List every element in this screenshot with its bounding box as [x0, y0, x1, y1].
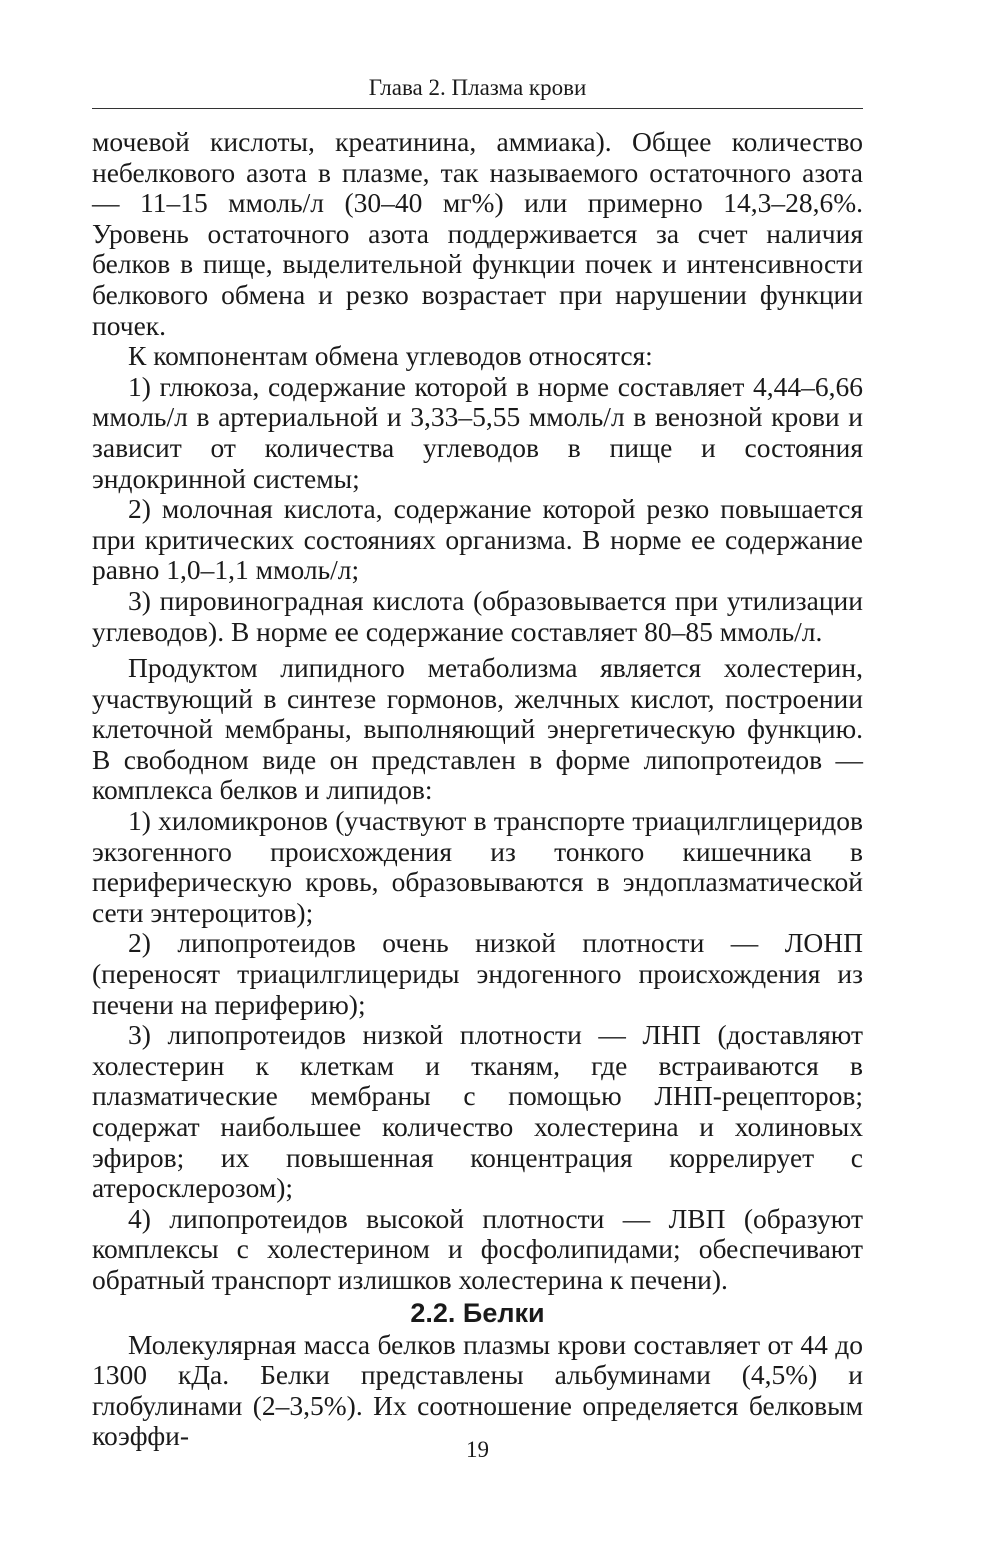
list-item-vldl: 2) липопротеидов очень низкой плотности — ЛОНП (переносят триацилглицериды эндогенного происхождения из печени на периферию);: [92, 927, 863, 1020]
section-heading: 2.2. Белки: [410, 1297, 545, 1328]
list-item-ldl: 3) липопротеидов низкой плотности — ЛНП (доставляют холестерин к клеткам и тканям, где встраиваются в плазматические мембраны с помощью ЛНП-рецепторов; содержат наибольшее количество холестерина и холиновых эфиров; их повышенная концентрация коррелирует с атеросклерозом);: [92, 1019, 863, 1204]
list-item-lactic-acid: 2) молочная кислота, содержание которой резко повышается при критических состояниях организма. В норме ее содержание равно 1,0–1,1 ммоль/л;: [92, 493, 863, 586]
paragraph-continuation: мочевой кислоты, креатинина, аммиака). Общее количество небелкового азота в плазме, так называемого остаточного азота — 11–15 ммоль/л (30–40 мг%) или примерно 14,3–28,6%. Уровень остаточного азота поддерживается за счет наличия белков в пище, выделительной функции почек и интенсивности белкового обмена и резко возрастает при нарушении функции почек.: [92, 126, 863, 341]
list-item-chylomicrons: 1) хиломикронов (участвуют в транспорте триацилглицеридов экзогенного происхождения из тонкого кишечника в периферическую кровь, образовываются в эндоплазматической сети энтероцитов);: [92, 805, 863, 928]
page-number: 19: [466, 1437, 489, 1462]
running-header: Глава 2. Плазма крови: [368, 75, 587, 100]
header-divider: [92, 108, 863, 109]
list-item-hdl: 4) липопротеидов высокой плотности — ЛВП (образуют комплексы с холестерином и фосфолипидами; обеспечивают обратный транспорт излишков холестерина к печени).: [92, 1202, 863, 1295]
paragraph-carbohydrates-intro: К компонентам обмена углеводов относятся:: [128, 340, 653, 372]
list-item-pyruvic-acid: 3) пировиноградная кислота (образовывается при утилизации углеводов). В норме ее содержание составляет 80–85 ммоль/л.: [92, 584, 863, 647]
body-text: [92, 127, 863, 1452]
paragraph-lipid-metabolism: Продуктом липидного метаболизма является холестерин, участвующий в синтезе гормонов, желчных кислот, построении клеточной мембраны, выполняющий энергетическую функцию. В свободном виде он представлен в форме липопротеидов — комплекса белков и липидов:: [92, 652, 863, 806]
paragraph-proteins: Молекулярная масса белков плазмы крови составляет от 44 до 1300 кДа. Белки представлены альбуминами (4,5%) и глобулинами (2–3,5%). Их соотношение определяется белковым коэффи-: [92, 1328, 863, 1452]
list-item-glucose: 1) глюкоза, содержание которой в норме составляет 4,44–6,66 ммоль/л в артериальной и 3,33–5,55 ммоль/л в венозной крови и зависит от количества углеводов в пище и состояния эндокринной системы;: [92, 370, 863, 494]
